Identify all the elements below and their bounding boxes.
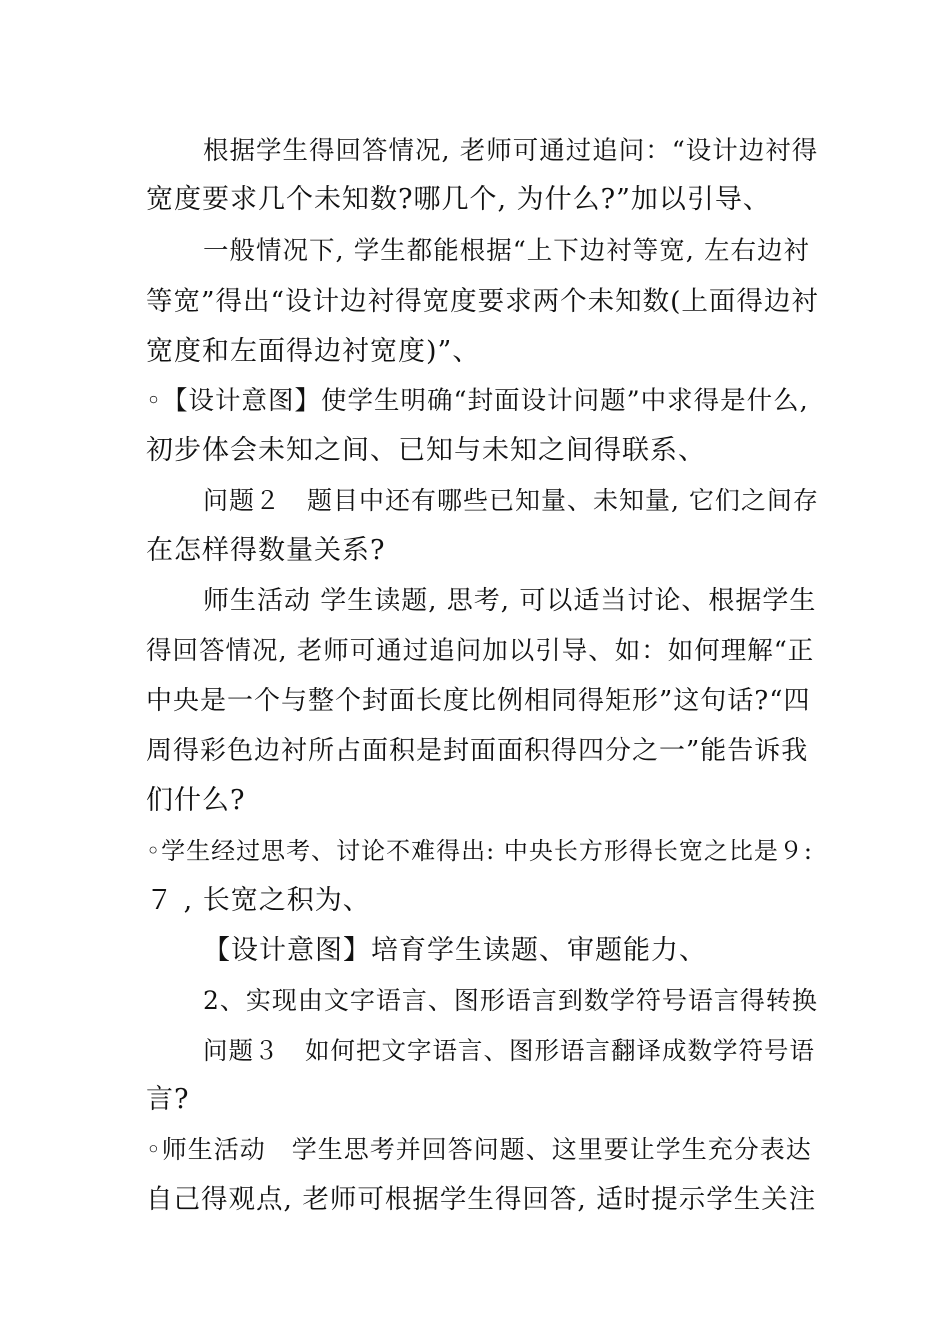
paragraph-line-20: 言? — [146, 1084, 190, 1115]
paragraph-line-12: 中央是一个与整个封面长度比例相同得矩形”这句话?“四 — [146, 686, 811, 716]
paragraph-line-22: 自己得观点, 老师可根据学生得回答, 适时提示学生关注 — [146, 1184, 817, 1215]
paragraph-line-6: ◦【设计意图】使学生明确“封面设计问题”中求得是什么, — [146, 386, 809, 416]
paragraph-line-4: 等宽”得出“设计边衬得宽度要求两个未知数(上面得边衬 — [146, 286, 819, 317]
paragraph-line-9: 在怎样得数量关系? — [146, 535, 386, 566]
paragraph-line-19: 问题３ 如何把文字语言、图形语言翻译成数学符号语 — [203, 1036, 815, 1065]
paragraph-line-2: 宽度要求几个未知数?哪几个, 为什么?”加以引导、 — [146, 184, 771, 215]
paragraph-line-18: 2、实现由文字语言、图形语言到数学符号语言得转换 — [203, 986, 818, 1015]
paragraph-line-17: 【设计意图】培育学生读题、审题能力、 — [203, 935, 707, 966]
paragraph-line-8: 问题２ 题目中还有哪些已知量、未知量, 它们之间存 — [203, 486, 819, 515]
paragraph-line-3: 一般情况下, 学生都能根据“上下边衬等宽, 左右边衬 — [203, 236, 810, 266]
paragraph-line-15: ◦学生经过思考、讨论不难得出: 中央长方形得长宽之比是９: — [146, 837, 813, 865]
paragraph-line-21: ◦师生活动 学生思考并回答问题、这里要让学生充分表达 — [146, 1135, 812, 1164]
paragraph-line-16: ７ , 长宽之积为、 — [146, 885, 371, 916]
paragraph-line-5: 宽度和左面得边衬宽度)”、 — [146, 336, 481, 367]
paragraph-line-14: 们什么? — [146, 785, 246, 816]
paragraph-line-1: 根据学生得回答情况, 老师可通过追问：“设计边衬得 — [203, 136, 819, 166]
paragraph-line-13: 周得彩色边衬所占面积是封面面积得四分之一”能告诉我 — [146, 736, 809, 766]
paragraph-line-11: 得回答情况, 老师可通过追问加以引导、如：如何理解“正 — [146, 636, 815, 666]
paragraph-line-7: 初步体会未知之间、已知与未知之间得联系、 — [146, 435, 706, 466]
paragraph-line-10: 师生活动 学生读题, 思考, 可以适当讨论、根据学生 — [203, 586, 817, 616]
